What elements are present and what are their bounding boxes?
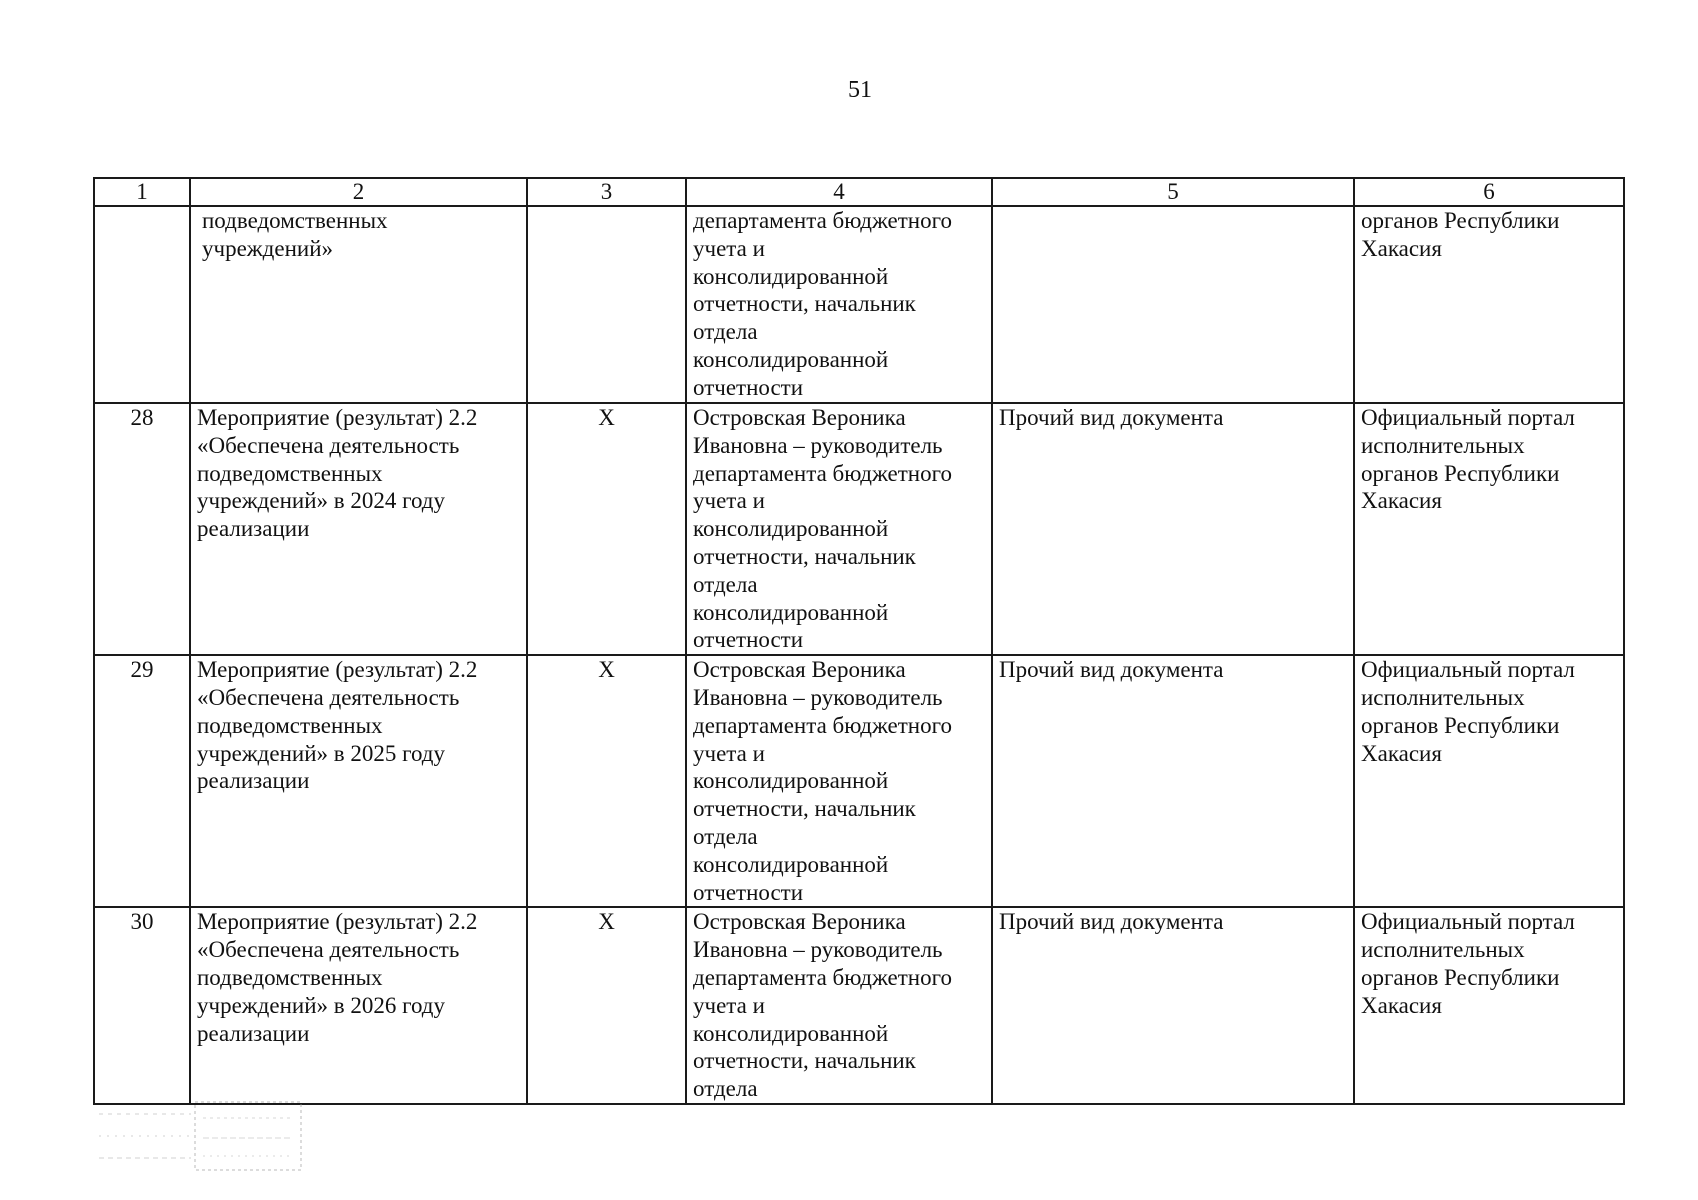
text-line: органов Республики [1361,208,1560,233]
text-line: консолидированной [693,346,889,372]
text-line: учета и [693,740,765,766]
cell-mark: X [527,403,686,655]
text-line: подведомственных [202,208,388,233]
text-line: органов Республики [1361,712,1560,738]
text-line: департамента бюджетного [693,964,952,990]
cell-mark: X [527,907,686,1104]
text-line: реализации [197,768,310,794]
text-line: консолидированной [693,599,889,625]
cell-responsible [686,655,992,907]
text-line: учреждений» [202,235,334,261]
column-header-3: 3 [527,178,686,206]
cell-event [190,403,527,655]
column-header-row [94,178,1624,206]
text-line: Мероприятие (результат) 2.2 [197,909,478,935]
text-line: Хакасия [1361,235,1442,261]
table-row [94,403,1624,655]
measures-table [93,177,1625,1105]
cell-event [190,655,527,907]
text-line: Островская Вероника [693,405,906,430]
text-line: отчетности, начальник [693,796,916,822]
text-line: Прочий вид документа [999,909,1224,935]
cell-event [190,206,527,403]
cell-number: 29 [94,655,190,907]
text-line: отчетности [693,879,804,905]
cell-document [992,655,1354,907]
text-line: отчетности, начальник [693,543,916,569]
text-line: подведомственных [197,964,383,990]
cell-publication [1354,403,1624,655]
cell-document [992,206,1354,403]
cell-publication [1354,907,1624,1104]
page-number: 51 [848,77,872,103]
text-line: Официальный портал [1361,909,1575,935]
column-header-2: 2 [190,178,527,206]
text-line: отдела [693,571,758,597]
cell-number: 28 [94,403,190,655]
cell-publication [1354,655,1624,907]
column-header-6: 6 [1354,178,1624,206]
text-line: учета и [693,488,765,514]
text-line: Хакасия [1361,740,1442,766]
text-line: Островская Вероника [693,657,906,683]
column-header-4: 4 [686,178,992,206]
text-line: Ивановна – руководитель [693,684,943,710]
text-line: исполнительных [1361,937,1525,963]
text-line: отдела [693,1076,758,1102]
text-line: департамента бюджетного [693,208,952,233]
cell-responsible [686,403,992,655]
text-line: департамента бюджетного [693,460,952,486]
column-header-1: 1 [94,178,190,206]
text-line: Прочий вид документа [999,405,1224,430]
text-line: Ивановна – руководитель [693,937,943,963]
cell-event [190,907,527,1104]
text-line: консолидированной [693,768,889,794]
text-line: реализации [197,516,310,542]
text-line: учреждений» в 2026 году [197,992,446,1018]
text-line: консолидированной [693,263,889,289]
text-line: исполнительных [1361,432,1525,458]
text-line: учреждений» в 2025 году [197,740,446,766]
cell-mark: X [527,655,686,907]
text-line: учета и [693,235,765,261]
cell-document [992,907,1354,1104]
cell-mark [527,206,686,403]
table-row [94,655,1624,907]
text-line: отдела [693,823,758,849]
cell-responsible [686,206,992,403]
text-line: Ивановна – руководитель [693,432,943,458]
text-line: консолидированной [693,1020,889,1046]
text-line: департамента бюджетного [693,712,952,738]
text-line: «Обеспечена деятельность [197,937,460,963]
text-line: отчетности [693,374,804,400]
text-line: отдела [693,319,758,345]
text-line: Островская Вероника [693,909,906,935]
text-line: Официальный портал [1361,657,1575,683]
text-line: органов Республики [1361,964,1560,990]
cell-publication [1354,206,1624,403]
text-line: учреждений» в 2024 году [197,488,446,514]
cell-responsible [686,907,992,1104]
text-line: отчетности, начальник [693,291,916,317]
text-line: Прочий вид документа [999,657,1224,683]
text-line: Официальный портал [1361,405,1575,430]
text-line: учета и [693,992,765,1018]
text-line: реализации [197,1020,310,1046]
text-line: консолидированной [693,516,889,542]
text-line: подведомственных [197,460,383,486]
text-line: Мероприятие (результат) 2.2 [197,657,478,683]
cell-number: 30 [94,907,190,1104]
cell-number [94,206,190,403]
text-line: отчетности [693,627,804,653]
text-line: Мероприятие (результат) 2.2 [197,405,478,430]
text-line: консолидированной [693,851,889,877]
text-line: «Обеспечена деятельность [197,684,460,710]
table-row-continuation [94,206,1624,403]
text-line: Хакасия [1361,992,1442,1018]
text-line: отчетности, начальник [693,1048,916,1074]
text-line: Хакасия [1361,488,1442,514]
text-line: органов Республики [1361,460,1560,486]
table-row [94,907,1624,1104]
text-line: исполнительных [1361,684,1525,710]
column-header-5: 5 [992,178,1354,206]
text-line: подведомственных [197,712,383,738]
cell-document [992,403,1354,655]
faint-stamp-mark [95,1100,305,1174]
text-line: «Обеспечена деятельность [197,432,460,458]
